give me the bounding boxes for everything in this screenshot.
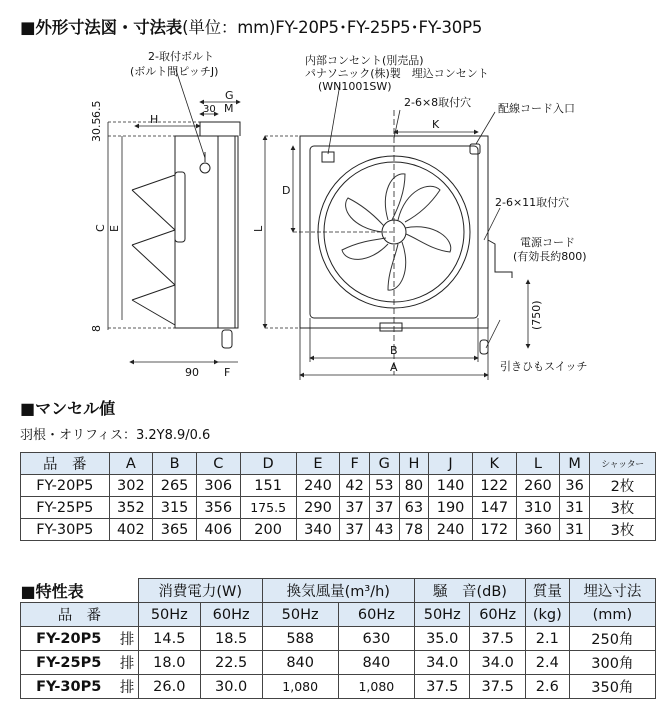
label-pull-switch: 引きひもスイッチ [500, 360, 588, 373]
col-M: M [560, 453, 590, 475]
col-H: H [399, 453, 429, 475]
cell: 排 [116, 627, 138, 651]
cell: 151 [240, 475, 296, 497]
col-A: A [109, 453, 153, 475]
dim-30-5: 30.5 [90, 117, 103, 142]
spec-heading: ■特性表 [21, 579, 139, 603]
cell: 356 [196, 497, 240, 519]
col-J: J [429, 453, 473, 475]
cell: 1,080 [338, 675, 414, 699]
col-60hz: 60Hz [200, 603, 262, 627]
cell: 588 [262, 627, 338, 651]
cell: 2.1 [525, 627, 569, 651]
cell: 365 [153, 519, 197, 541]
munsell-note: 羽根・オリフィス：3.2Y8.9/0.6 [20, 428, 211, 443]
dim-750: (750) [530, 300, 543, 330]
dim-6-5: 6.5 [90, 100, 103, 118]
title-main: ■外形寸法図・寸法表 [20, 18, 183, 37]
cell: 37 [340, 497, 370, 519]
cell: 36 [560, 475, 590, 497]
cell: 840 [338, 651, 414, 675]
cell: 306 [196, 475, 240, 497]
spec-header-row-1 [21, 579, 656, 603]
cell: 26.0 [138, 675, 200, 699]
cell: 250角 [569, 627, 655, 651]
col-model: 品 番 [21, 453, 110, 475]
table-row [21, 651, 656, 675]
cell: 260 [516, 475, 560, 497]
cell: 35.0 [414, 627, 469, 651]
cell: 350角 [569, 675, 655, 699]
cell: 240 [296, 475, 340, 497]
dim-G: G [225, 89, 234, 102]
col-noise: 騒 音(dB) [414, 579, 525, 603]
cell: 402 [109, 519, 153, 541]
dim-L: L [252, 225, 265, 232]
col-shutter: シャッター [589, 453, 655, 475]
outline-drawing [0, 40, 664, 390]
cell: 18.5 [200, 627, 262, 651]
dim-C: C [94, 224, 107, 232]
cell: 300角 [569, 651, 655, 675]
cell: 340 [296, 519, 340, 541]
cell: 63 [399, 497, 429, 519]
cell: 290 [296, 497, 340, 519]
cell: 34.0 [414, 651, 469, 675]
cell: 3枚 [589, 519, 655, 541]
cell: 78 [399, 519, 429, 541]
col-50hz: 50Hz [138, 603, 200, 627]
col-50hz: 50Hz [262, 603, 338, 627]
cell: 122 [472, 475, 516, 497]
cell: 43 [369, 519, 399, 541]
cell: 31 [560, 497, 590, 519]
cell: 37.5 [470, 627, 525, 651]
dimension-table-header [21, 453, 656, 475]
table-row [21, 475, 656, 497]
col-model: 品 番 [21, 603, 139, 627]
col-power: 消費電力(W) [138, 579, 262, 603]
cell: 190 [429, 497, 473, 519]
dim-8: 8 [90, 325, 103, 332]
side-view [132, 122, 240, 348]
page-title [20, 14, 482, 38]
front-view [300, 136, 512, 354]
label-mounting-bolt: 2-取付ボルト [148, 50, 214, 63]
cell: 2.6 [525, 675, 569, 699]
cell: 31 [560, 519, 590, 541]
table-row [21, 497, 656, 519]
col-mass: 質量 [525, 579, 569, 603]
cell: 2枚 [589, 475, 655, 497]
col-G: G [369, 453, 399, 475]
col-60hz: 60Hz [470, 603, 525, 627]
dim-H: H [150, 113, 159, 126]
dim-A: A [390, 361, 398, 374]
cell: 37.5 [470, 675, 525, 699]
cell: 302 [109, 475, 153, 497]
col-L: L [516, 453, 560, 475]
cell: 406 [196, 519, 240, 541]
cell: 352 [109, 497, 153, 519]
cell: 310 [516, 497, 560, 519]
col-embed-unit: (mm) [569, 603, 655, 627]
label-outlet-model: (WN1001SW) [318, 80, 392, 93]
cell: 315 [153, 497, 197, 519]
cell: 3枚 [589, 497, 655, 519]
dim-M: M [224, 102, 234, 115]
cell: 200 [240, 519, 296, 541]
col-60hz: 60Hz [338, 603, 414, 627]
cell: 147 [472, 497, 516, 519]
cell: 80 [399, 475, 429, 497]
cell: 240 [429, 519, 473, 541]
cell: 1,080 [262, 675, 338, 699]
cell: 37 [340, 519, 370, 541]
cell: 37 [369, 497, 399, 519]
table-row [21, 675, 656, 699]
dimension-table [20, 452, 656, 541]
col-embed: 埋込寸法 [569, 579, 655, 603]
side-body [175, 136, 235, 328]
cell: 840 [262, 651, 338, 675]
col-F: F [340, 453, 370, 475]
label-hole-6x11: 2-6×11取付穴 [495, 196, 570, 209]
cell: 42 [340, 475, 370, 497]
label-cord-length: (有効長約800) [513, 250, 587, 263]
cell: 53 [369, 475, 399, 497]
cell: FY-25P5 [21, 497, 110, 519]
label-hole-6x8: 2-6×8取付穴 [404, 96, 472, 109]
cell: 175.5 [240, 497, 296, 519]
label-internal-outlet: 内部コンセント(別売品) [305, 54, 424, 67]
cell: FY-25P5 [21, 651, 117, 675]
bottom-tab [380, 323, 402, 331]
cell: 172 [472, 519, 516, 541]
cell: 360 [516, 519, 560, 541]
label-cord-inlet: 配線コード入口 [498, 102, 575, 115]
cell: 37.5 [414, 675, 469, 699]
col-B: B [153, 453, 197, 475]
cell: FY-20P5 [21, 475, 110, 497]
cell: 排 [116, 651, 138, 675]
cell: 14.5 [138, 627, 200, 651]
cell: 30.0 [200, 675, 262, 699]
cell: 34.0 [470, 651, 525, 675]
col-C: C [196, 453, 240, 475]
label-outlet-maker: パナソニック(株)製 埋込コンセント [305, 67, 489, 80]
dim-B: B [390, 344, 398, 357]
spec-header-row-2 [21, 603, 656, 627]
cell: 18.0 [138, 651, 200, 675]
col-50hz: 50Hz [414, 603, 469, 627]
munsell-heading: ■マンセル値 [20, 399, 116, 418]
dim-D: D [282, 184, 291, 197]
cell: 630 [338, 627, 414, 651]
spec-table [20, 578, 656, 699]
dim-30: 30 [203, 104, 216, 115]
col-airflow: 換気風量(m³/h) [262, 579, 414, 603]
title-units-models: (単位：mm)FY-20P5･FY-25P5･FY-30P5 [182, 18, 483, 37]
label-power-cord: 電源コード [520, 236, 575, 249]
cell: FY-30P5 [21, 519, 110, 541]
bolt-head [200, 163, 210, 173]
label-bolt-pitch: (ボルト間ピッチJ) [130, 65, 219, 78]
cell: 140 [429, 475, 473, 497]
cell: 2.4 [525, 651, 569, 675]
table-row [21, 519, 656, 541]
cell: 排 [116, 675, 138, 699]
cell: FY-20P5 [21, 627, 117, 651]
col-K: K [472, 453, 516, 475]
col-D: D [240, 453, 296, 475]
dim-E: E [108, 225, 121, 232]
cell: FY-30P5 [21, 675, 117, 699]
cell: 22.5 [200, 651, 262, 675]
dim-F: F [224, 366, 231, 379]
dim-90: 90 [185, 366, 199, 379]
cell: 265 [153, 475, 197, 497]
pull-switch-side [222, 330, 232, 348]
col-E: E [296, 453, 340, 475]
fan-blades [342, 174, 451, 290]
dim-K: K [432, 118, 440, 131]
table-row [21, 627, 656, 651]
col-mass-unit: (kg) [525, 603, 569, 627]
